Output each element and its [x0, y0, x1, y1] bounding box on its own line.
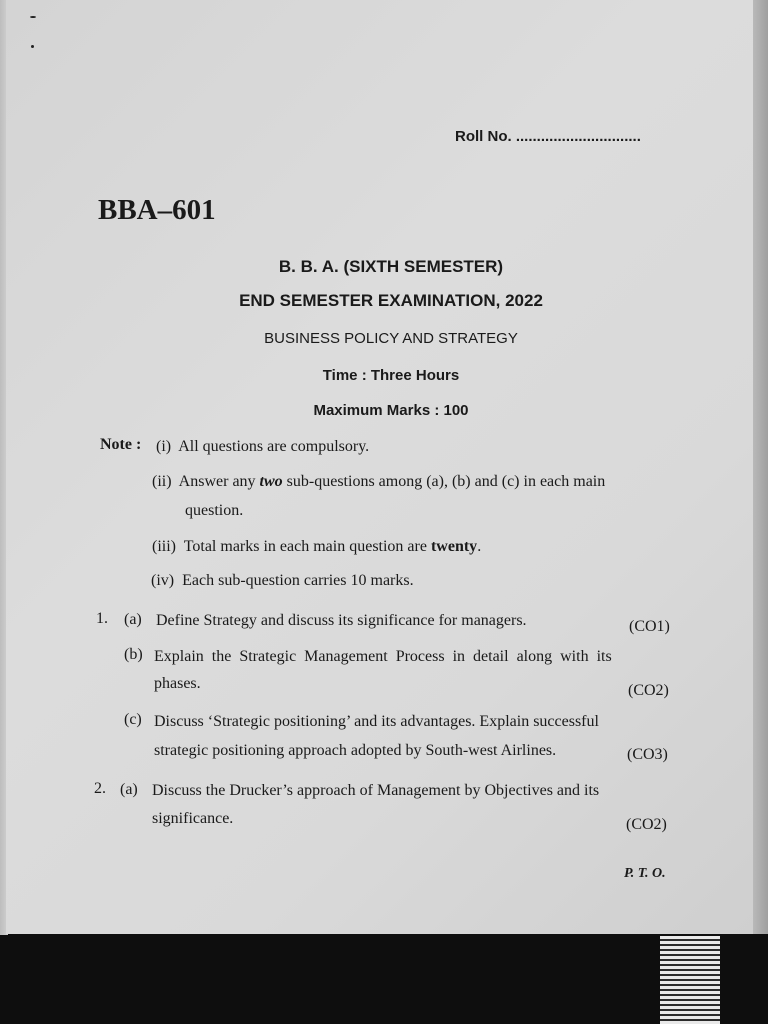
exam-heading: END SEMESTER EXAMINATION, 2022 [239, 291, 543, 310]
note-strong: twenty [430, 538, 478, 555]
sub-question-label: (b) [124, 646, 143, 663]
sub-question-text: phases. [154, 675, 201, 692]
exam-paper-page [6, 0, 753, 934]
paper-code: BBA–601 [98, 194, 216, 226]
course-outcome: (CO2) [628, 682, 669, 699]
sub-question-label: (a) [124, 611, 142, 628]
note-item [156, 438, 369, 456]
time-allowed: Time : Three Hours [322, 367, 460, 384]
note-item [151, 572, 414, 590]
sub-question-label: (a) [120, 781, 138, 798]
note-text: All questions are compulsory. [178, 438, 370, 455]
sub-question-text: significance. [152, 810, 234, 827]
course-outcome: (CO3) [627, 746, 668, 763]
note-item [152, 538, 481, 556]
sub-question-text: Define Strategy and discuss its significance for managers. [156, 612, 527, 629]
maximum-marks: Maximum Marks : 100 [313, 402, 469, 419]
subject-heading: BUSINESS POLICY AND STRATEGY [264, 330, 518, 347]
note-number: (iii) [152, 538, 176, 555]
scan-speck [30, 16, 36, 18]
question-number: 2. [94, 780, 106, 797]
note-number: (ii) [152, 473, 172, 490]
note-emphasis: two [259, 473, 283, 490]
note-continuation: question. [185, 502, 244, 519]
scanner-barcode-strip [660, 936, 720, 1024]
note-text: Total marks in each main question are [183, 538, 427, 555]
note-label: Note : [100, 436, 142, 453]
note-text: sub-questions among (a), (b) and (c) in each main [286, 473, 606, 490]
sub-question-text: Discuss ‘Strategic positioning’ and its advantages. Explain successful [154, 713, 599, 730]
note-number: (iv) [151, 572, 175, 589]
question-number: 1. [96, 610, 108, 627]
scanner-right-edge [753, 0, 768, 934]
scan-speck [31, 45, 34, 48]
course-outcome: (CO2) [626, 816, 667, 833]
roll-number-line [455, 128, 641, 145]
roll-number-blank: .............................. [515, 128, 641, 145]
sub-question-label: (c) [124, 711, 142, 728]
sub-question-text: Explain the Strategic Management Process in detail along with its [154, 648, 612, 665]
sub-question-text: strategic positioning approach adopted by South-west Airlines. [154, 742, 557, 759]
note-text: Each sub-question carries 10 marks. [182, 572, 414, 589]
semester-heading: B. B. A. (SIXTH SEMESTER) [278, 257, 504, 276]
course-outcome: (CO1) [629, 618, 670, 635]
note-text: Answer any [178, 473, 256, 490]
roll-number-label: Roll No. [455, 128, 512, 145]
sub-question-text: Discuss the Drucker’s approach of Management by Objectives and its [152, 782, 600, 799]
note-number: (i) [156, 438, 172, 455]
pto-label: P. T. O. [624, 866, 666, 881]
note-item [152, 473, 605, 491]
note-text: . [477, 538, 482, 555]
